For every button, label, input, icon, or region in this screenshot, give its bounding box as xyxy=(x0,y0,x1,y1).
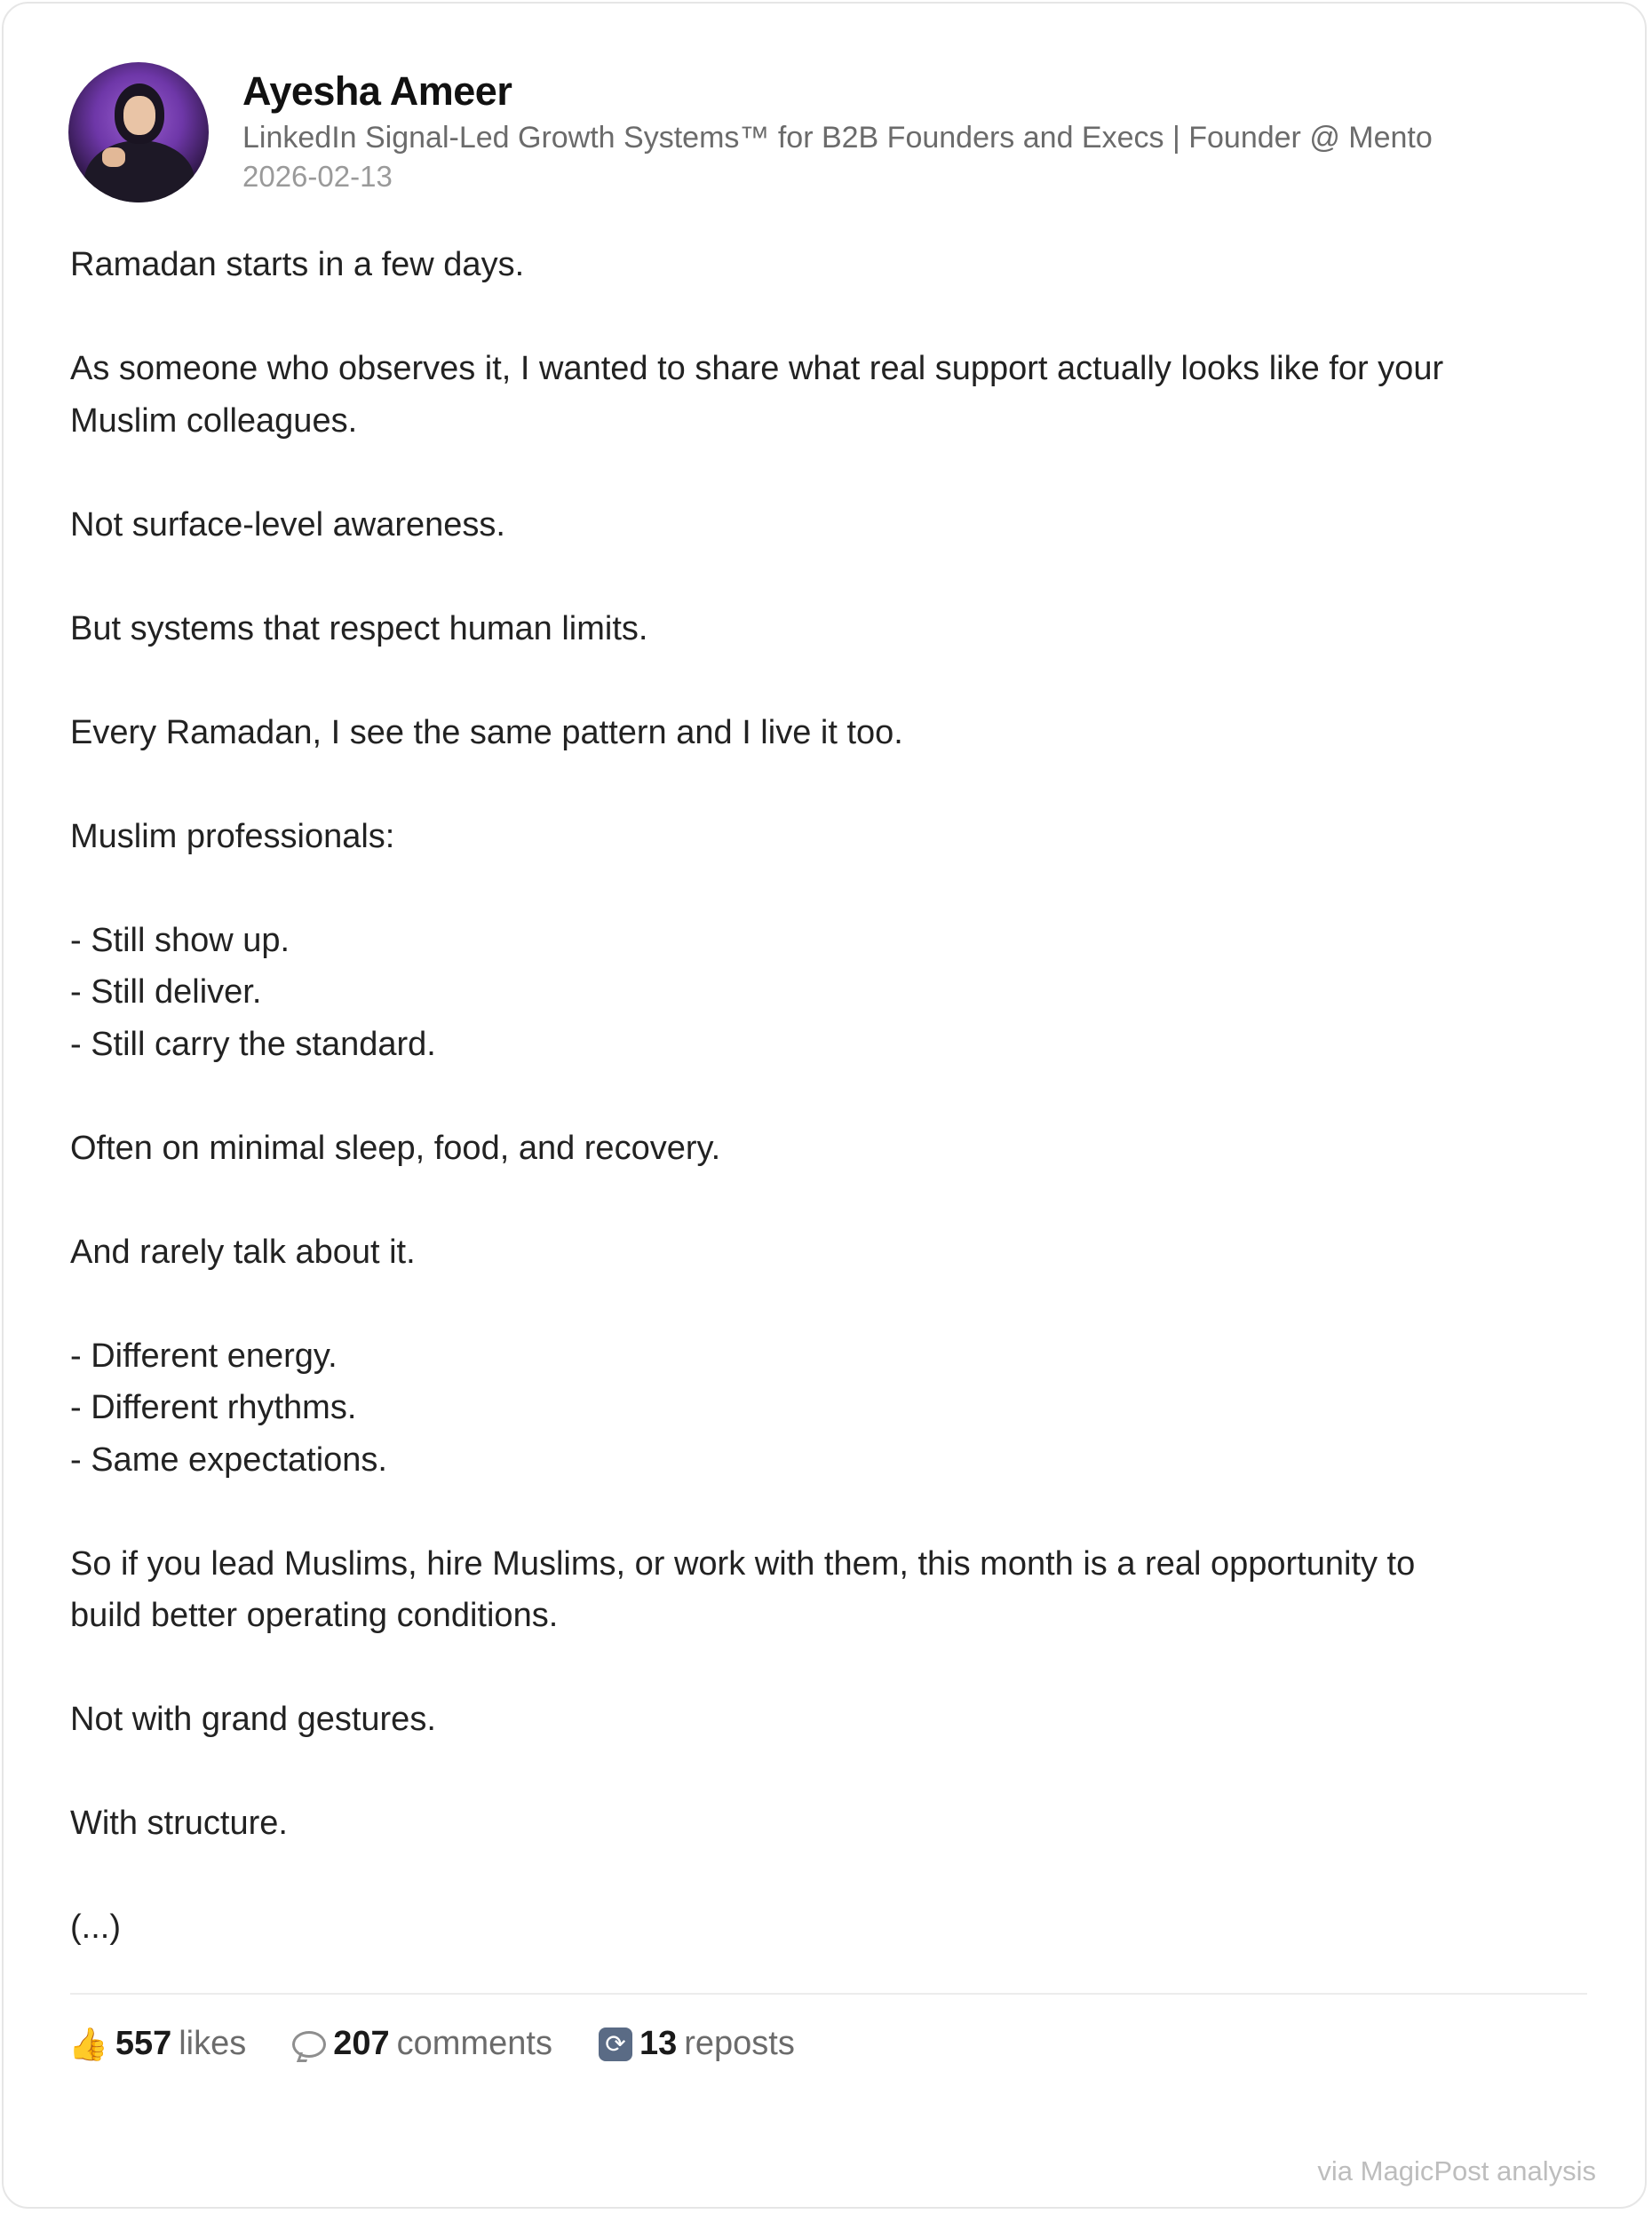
engagement-stats xyxy=(68,2025,841,2063)
post-date: 2026-02-13 xyxy=(242,160,393,193)
comments-label: comments xyxy=(396,2025,552,2062)
comments-count: 207 xyxy=(333,2025,390,2062)
post-body xyxy=(70,239,1589,1954)
paragraph-gap xyxy=(70,1070,1589,1123)
post-line: As someone who observes it, I wanted to share what real support actually looks like for your xyxy=(70,350,1444,387)
post-line: (...) xyxy=(70,1908,121,1946)
speech-bubble-icon xyxy=(292,2031,326,2058)
paragraph-gap xyxy=(70,291,1589,344)
post-line: And rarely talk about it. xyxy=(70,1233,416,1271)
post-line: Every Ramadan, I see the same pattern and I live it too. xyxy=(70,713,903,751)
likes-count: 557 xyxy=(115,2025,172,2062)
post-line: - Still carry the standard. xyxy=(70,1025,436,1063)
post-line: Muslim colleagues. xyxy=(70,401,358,440)
avatar-hand xyxy=(102,147,125,167)
avatar-face xyxy=(123,96,155,135)
paragraph-gap xyxy=(70,655,1589,707)
post-line: - Still show up. xyxy=(70,921,290,959)
post-header xyxy=(68,62,1433,202)
paragraph-gap xyxy=(70,1850,1589,1902)
paragraph-gap xyxy=(70,1642,1589,1694)
post-line: - Same expectations. xyxy=(70,1440,387,1479)
likes-stat[interactable] xyxy=(68,2025,246,2063)
post-line: build better operating conditions. xyxy=(70,1597,559,1634)
post-line: - Still deliver. xyxy=(70,973,262,1011)
post-line: - Different energy. xyxy=(70,1337,338,1375)
paragraph-gap xyxy=(70,758,1589,811)
thumbs-up-icon: 👍 xyxy=(68,2025,108,2062)
post-line: With structure. xyxy=(70,1805,288,1842)
post-line: But systems that respect human limits. xyxy=(70,609,648,647)
paragraph-gap xyxy=(70,1174,1589,1226)
divider xyxy=(70,1993,1587,1995)
attribution-note: via MagicPost analysis xyxy=(1317,2155,1596,2186)
author-info xyxy=(242,69,1433,194)
paragraph-gap xyxy=(70,1746,1589,1798)
post-line: Not surface-level awareness. xyxy=(70,505,505,544)
repost-icon: ⟳ xyxy=(599,2028,632,2061)
avatar-body xyxy=(84,140,195,202)
paragraph-gap xyxy=(70,1278,1589,1330)
author-name[interactable]: Ayesha Ameer xyxy=(242,68,512,114)
likes-label: likes xyxy=(179,2025,247,2062)
post-line: Often on minimal sleep, food, and recovery. xyxy=(70,1129,721,1167)
avatar[interactable] xyxy=(68,62,209,202)
paragraph-gap xyxy=(70,862,1589,915)
post-line: Not with grand gestures. xyxy=(70,1701,436,1738)
post-line: Ramadan starts in a few days. xyxy=(70,246,525,283)
reposts-count: 13 xyxy=(639,2025,678,2062)
paragraph-gap xyxy=(70,1486,1589,1538)
paragraph-gap xyxy=(70,447,1589,499)
reposts-label: reposts xyxy=(684,2025,795,2062)
paragraph-gap xyxy=(70,551,1589,603)
reposts-stat[interactable] xyxy=(599,2025,795,2063)
post-line: So if you lead Muslims, hire Muslims, or work with them, this month is a real opportunity to xyxy=(70,1544,1416,1583)
post-line: - Different rhythms. xyxy=(70,1389,357,1426)
post-card xyxy=(2,2,1647,2209)
post-line: Muslim professionals: xyxy=(70,817,395,855)
comments-stat[interactable] xyxy=(292,2025,552,2063)
author-headline: LinkedIn Signal-Led Growth Systems™ for B2B Founders and Execs | Founder @ Mento xyxy=(242,120,1433,155)
